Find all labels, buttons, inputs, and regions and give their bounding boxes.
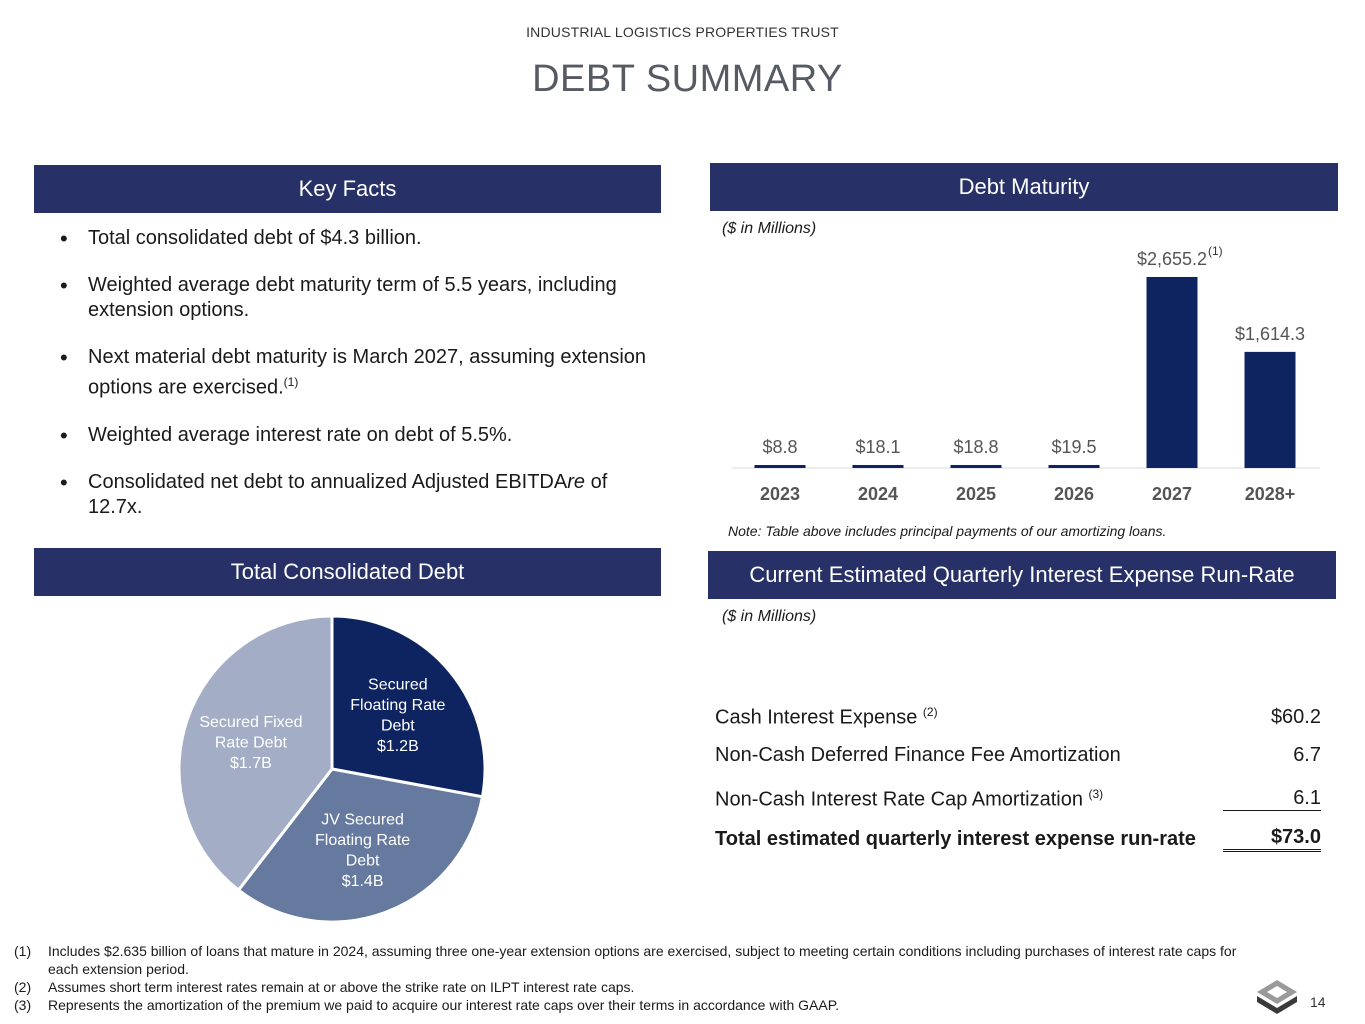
x-tick-label: 2023 — [759, 484, 801, 504]
interest-row-rate-cap: Non-Cash Interest Rate Cap Amortization $^{(3)}$ 6.1 — [715, 786, 1321, 811]
x-tick-label: 2027 — [1151, 484, 1193, 504]
pie-slice-label: Secured Floating Rate Debt $1.2B — [350, 676, 446, 755]
footnote-item: (2) Assumes short term interest rates remain at or above the strike rate on ILPT interest rate caps. — [14, 979, 635, 995]
bar-value-label: $18.1 — [855, 437, 901, 457]
x-tick-label: 2028+ — [1244, 484, 1296, 504]
total-debt-pie-chart — [170, 606, 500, 932]
bar-value-label: $18.8 — [953, 437, 999, 457]
bar-value-label: $8.8 — [762, 437, 798, 457]
key-facts-header: Key Facts — [34, 165, 661, 213]
debt-maturity-unit: ($ in Millions) — [722, 220, 817, 237]
pie-slice-label: Secured Fixed Rate Debt $1.7B — [199, 713, 303, 772]
interest-row-deferred-fee: Non-Cash Deferred Finance Fee Amortization 6.7 — [715, 743, 1321, 766]
interest-row-total: Total estimated quarterly interest expense run-rate $73.0 — [715, 820, 1321, 858]
page-number: 14 — [1310, 994, 1326, 1010]
key-fact-item: • Weighted average debt maturity term of 5.5 years, including extension options. — [60, 273, 660, 323]
interest-expense-table — [715, 698, 1321, 858]
footnote-ref: (1) — [1208, 244, 1223, 258]
key-fact-item: • Total consolidated debt of $4.3 billion. — [60, 226, 660, 251]
bar-2028+ — [1245, 352, 1296, 468]
interest-expense-unit: ($ in Millions) — [722, 608, 817, 625]
footnote-item: (3) Represents the amortization of the premium we paid to acquire our interest rate caps over their terms in accordance with GAAP. — [14, 997, 840, 1013]
bar-2025 — [951, 465, 1002, 468]
page-title: DEBT SUMMARY — [532, 58, 843, 100]
bar-2024 — [853, 465, 904, 468]
bar-value-label: $1,614.3 — [1234, 323, 1306, 344]
interest-row-cash: Cash Interest Expense $^{(2)}$ $60.2 — [715, 704, 1321, 729]
interest-value: 6.1 — [1223, 787, 1321, 811]
x-tick-label: 2025 — [955, 484, 997, 504]
footnote-ref: (1) — [283, 375, 299, 389]
bar-2023 — [755, 465, 806, 468]
key-facts-list — [60, 226, 660, 542]
interest-value: $60.2 — [1270, 705, 1321, 728]
footnotes — [14, 942, 1244, 1014]
company-logo-icon — [1255, 978, 1299, 1016]
debt-maturity-note: Note: Table above includes principal payments of our amortizing loans. — [728, 523, 1167, 539]
bar-value-label: $2,655.2 — [1136, 249, 1208, 269]
x-tick-label: 2026 — [1053, 484, 1095, 504]
key-fact-item: • Weighted average interest rate on debt of 5.5%. — [60, 423, 660, 448]
total-debt-header: Total Consolidated Debt — [34, 548, 661, 596]
debt-maturity-bar-chart — [720, 230, 1330, 515]
interest-value: 6.7 — [1293, 743, 1321, 766]
interest-total-value: $73.0 — [1223, 826, 1321, 852]
key-fact-item: • Next material debt maturity is March 2027, assuming extension options are exercised.$^{(1)}$ — [60, 345, 660, 401]
key-fact-item: • Consolidated net debt to annualized Adjusted EBITDAre of 12.7x. — [60, 470, 660, 520]
debt-maturity-header: Debt Maturity — [710, 163, 1338, 211]
x-tick-label: 2024 — [857, 484, 899, 504]
pie-slice-label: JV Secured Floating Rate Debt $1.4B — [315, 811, 411, 890]
bar-value-label: $19.5 — [1051, 437, 1097, 457]
bar-2027 — [1147, 277, 1198, 468]
interest-expense-header: Current Estimated Quarterly Interest Expense Run-Rate — [708, 551, 1336, 599]
bar-2026 — [1049, 465, 1100, 468]
footnote-item: (1) Includes $2.635 billion of loans that mature in 2024, assuming three one-year extension options are exercised, subject to meeting certain conditions including purchases of interest rate caps for each extension period. — [14, 943, 1237, 977]
company-name: INDUSTRIAL LOGISTICS PROPERTIES TRUST — [526, 24, 839, 40]
